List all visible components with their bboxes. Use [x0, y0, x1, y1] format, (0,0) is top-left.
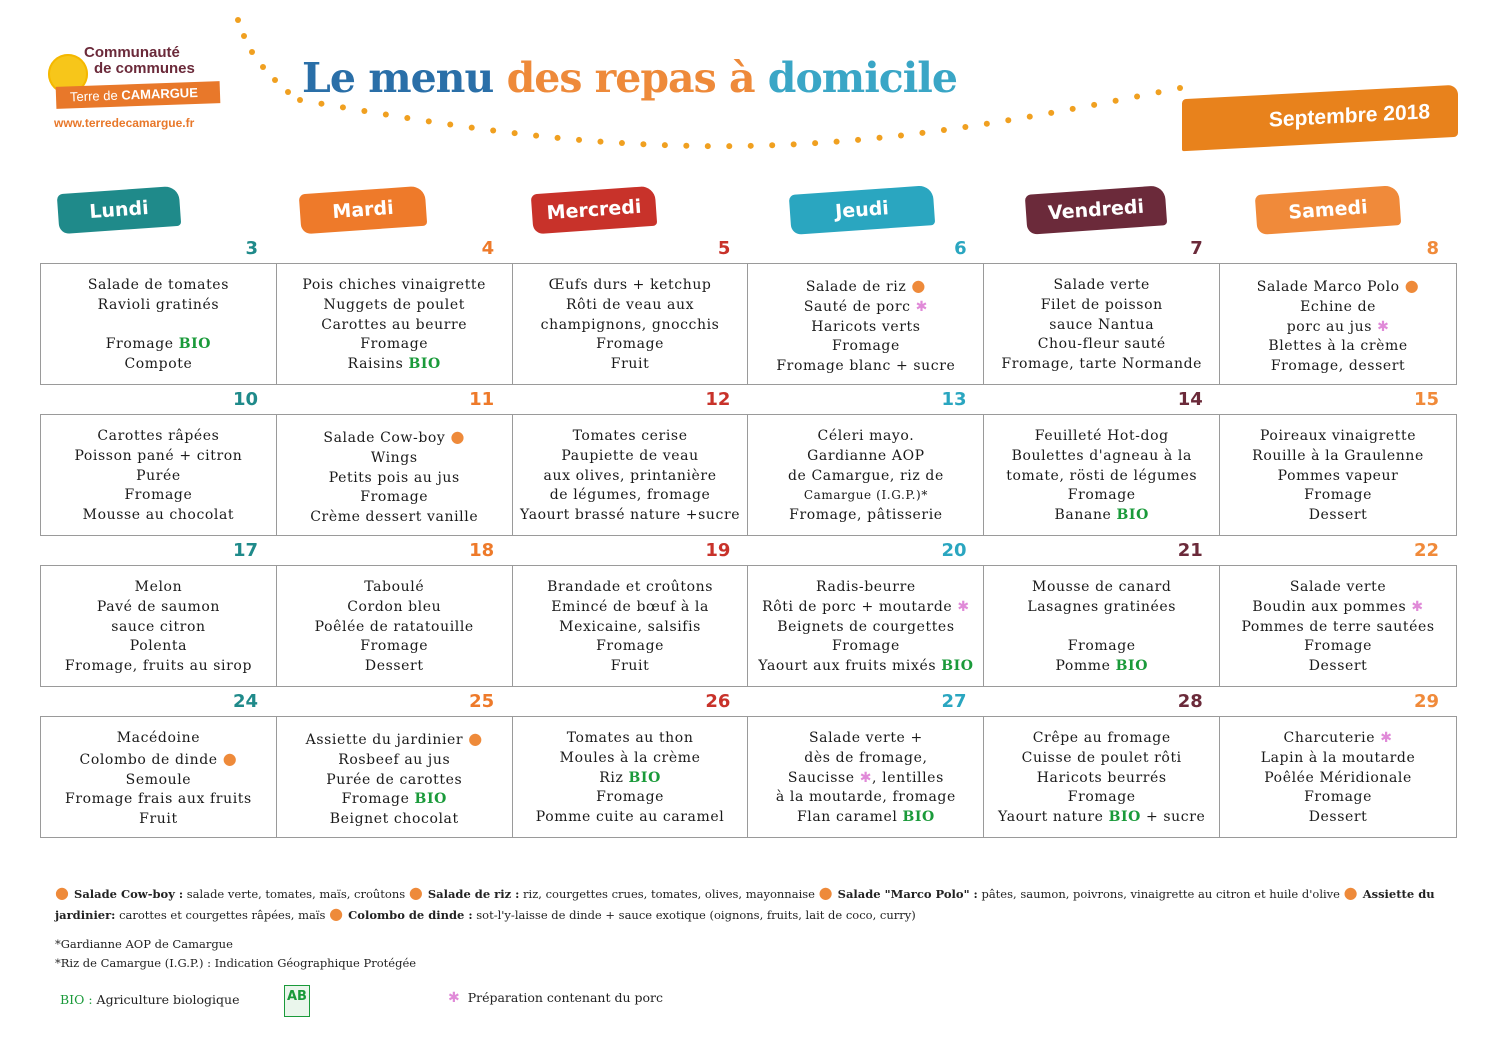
menu-cell-mardi — [277, 264, 513, 384]
date-number: 26 — [705, 691, 731, 712]
menu-line: à la moutarde, fromage — [775, 789, 956, 806]
menu-line: Semoule — [125, 771, 192, 788]
menu-cell-samedi — [1220, 264, 1456, 384]
menu-line: Haricots beurrés — [1036, 769, 1167, 786]
menu-line: tomate, rösti de légumes — [1006, 467, 1198, 484]
note-recipe-name: Salade de riz : — [427, 887, 520, 901]
menu-line: Fromage — [360, 336, 429, 353]
date-number: 19 — [705, 540, 731, 561]
note-recipe-text: riz, courgettes crues, tomates, olives, mayonnaise — [519, 887, 819, 901]
menu-line: Fromage — [831, 338, 900, 355]
menu-line: Haricots verts — [811, 318, 921, 335]
ab-logo-icon: AB — [284, 985, 310, 1017]
bio-badge: BIO — [628, 769, 661, 786]
menu-line: Carottes au beurre — [321, 316, 468, 333]
week-row — [40, 414, 1457, 536]
menu-cell-mardi — [277, 415, 513, 535]
menu-line: Feuilleté Hot-dog — [1034, 428, 1169, 444]
logo-url[interactable]: www.terredecamargue.fr — [54, 116, 195, 130]
riz-note: *Riz de Camargue (I.G.P.) : Indication Géographique Protégée — [55, 956, 417, 970]
bio-badge: BIO — [902, 809, 935, 826]
gardianne-note: *Gardianne AOP de Camargue — [55, 937, 233, 951]
day-header-mardi: Mardi — [299, 186, 427, 235]
menu-line: Dessert — [1308, 658, 1368, 675]
date-row — [40, 236, 1457, 263]
date-number: 24 — [232, 691, 258, 712]
menu-line: Sauté de porc ✱ — [803, 298, 928, 315]
date-number: 15 — [1413, 389, 1439, 410]
recipe-dot-icon: ● — [329, 904, 349, 923]
logo-band-prefix: Terre de — [69, 87, 118, 105]
menu-line: Fromage BIO — [341, 791, 447, 808]
date-number: 6 — [954, 238, 967, 259]
note-recipe-text: salade verte, tomates, maïs, croûtons — [183, 887, 409, 901]
note-recipe-text: sot-l'y-laisse de dinde + sauce exotique (oignons, fruits, lait de coco, curry) — [472, 908, 916, 922]
menu-line: Brandade et croûtons — [547, 579, 714, 595]
menu-line: Fromage — [1304, 638, 1372, 655]
menu-line: Fromage — [1304, 487, 1372, 504]
menu-line: sauce citron — [111, 618, 206, 635]
pork-star-icon: ✱ — [915, 298, 928, 315]
date-number: 13 — [941, 389, 967, 410]
title-part3: domicile — [767, 54, 957, 102]
recipe-dot-icon: ● — [450, 427, 466, 446]
menu-line — [41, 316, 276, 336]
menu-line: Lapin à la moutarde — [1260, 749, 1416, 766]
menu-line: Salade verte — [1053, 277, 1150, 293]
menu-line — [984, 618, 1219, 638]
menu-line: Mousse au chocolat — [82, 507, 235, 524]
menu-line: Fromage — [360, 638, 429, 655]
menu-cell-samedi — [1220, 566, 1456, 686]
menu-cell-vendredi — [984, 717, 1220, 837]
week-row — [40, 716, 1457, 838]
menu-line: Fromage — [596, 336, 665, 353]
menu-line: Wings — [370, 449, 418, 466]
menu-line: Pommes vapeur — [1277, 467, 1399, 484]
menu-line: Chou-fleur sauté — [1037, 336, 1166, 353]
menu-line: Blettes à la crème — [1268, 338, 1408, 355]
bio-legend-label: BIO : — [60, 992, 93, 1007]
recipe-notes — [55, 883, 1435, 925]
menu-line: Poêlée Méridionale — [1264, 769, 1412, 786]
menu-line: Fromage — [360, 489, 429, 506]
menu-line: Carottes râpées — [97, 428, 220, 444]
menu-line: Pomme cuite au caramel — [535, 809, 725, 826]
date-number: 4 — [481, 238, 495, 259]
menu-line: sauce Nantua — [1049, 316, 1155, 333]
menu-line: Gardianne AOP — [807, 447, 925, 464]
menu-cell-samedi — [1220, 717, 1456, 837]
menu-line: Taboulé — [364, 579, 425, 595]
recipe-dot-icon: ● — [55, 883, 75, 902]
menu-line: Fromage — [124, 487, 193, 504]
small-text: Camargue (I.G.P.)* — [803, 488, 928, 503]
menu-line: Tomates cerise — [572, 428, 688, 444]
menu-line: Pommes de terre sautées — [1241, 618, 1435, 635]
date-number: 29 — [1413, 691, 1439, 712]
date-number: 11 — [469, 389, 495, 410]
pork-star-icon: ✱ — [1380, 730, 1393, 746]
menu-line: Yaourt nature BIO + sucre — [998, 809, 1206, 826]
logo-band-name: CAMARGUE — [121, 84, 199, 103]
title-part2: des repas à — [506, 54, 755, 102]
recipe-dot-icon: ● — [468, 729, 483, 748]
menu-cell-lundi — [41, 415, 277, 535]
date-number: 28 — [1177, 691, 1203, 712]
menu-cell-jeudi — [748, 717, 984, 837]
note-recipe-name: Salade Cow-boy : — [74, 887, 184, 901]
menu-line: dès de fromage, — [804, 749, 928, 766]
menu-line: Salade de tomates — [87, 277, 229, 293]
menu-line: Fromage, fruits au sirop — [64, 658, 253, 675]
menu-cell-jeudi — [748, 415, 984, 535]
menu-line: Fruit — [610, 658, 650, 675]
menu-line: Melon — [134, 579, 183, 595]
menu-line: Tomates au thon — [566, 730, 694, 746]
menu-line: Rouille à la Graulenne — [1252, 447, 1424, 464]
day-header-lundi: Lundi — [57, 186, 181, 234]
menu-line: Polenta — [129, 638, 188, 655]
recipe-dot-icon: ● — [408, 883, 428, 902]
date-number: 21 — [1177, 540, 1203, 561]
logo-line2: de communes — [94, 60, 195, 77]
menu-line: Compote — [124, 356, 193, 373]
date-number: 12 — [705, 389, 731, 410]
menu-line: Pois chiches vinaigrette — [302, 277, 487, 293]
menu-cell-mercredi — [513, 717, 749, 837]
menu-line: Fromage, dessert — [1270, 358, 1406, 375]
menu-line: Rôti de porc + moutarde ✱ — [762, 598, 970, 615]
menu-line: Salade verte — [1289, 579, 1387, 595]
pork-legend-text: Préparation contenant du porc — [467, 990, 663, 1005]
menu-line: Fromage frais aux fruits — [65, 791, 252, 808]
menu-line: Œufs durs + ketchup — [548, 277, 712, 293]
page-title — [302, 54, 957, 102]
note-recipe-text: carottes et courgettes râpées, maïs — [115, 908, 330, 922]
menu-line: Fromage, pâtisserie — [789, 507, 943, 524]
menu-line: Beignets de courgettes — [777, 618, 955, 635]
menu-line: Ravioli gratinés — [97, 296, 220, 313]
week-row — [40, 565, 1457, 687]
date-number: 25 — [469, 691, 495, 712]
date-row — [40, 689, 1457, 716]
menu-line: Fruit — [139, 811, 178, 828]
menu-cell-jeudi — [748, 264, 984, 384]
menu-line: Purée — [136, 467, 181, 484]
bio-badge: BIO — [1116, 507, 1149, 524]
menu-line: Rôti de veau aux — [566, 296, 695, 313]
recipe-dot-icon: ● — [818, 883, 838, 902]
menu-line: Fromage — [596, 789, 665, 806]
recipe-dot-icon: ● — [222, 748, 238, 768]
menu-line: Flan caramel BIO — [796, 809, 935, 826]
title-part1: Le menu — [302, 54, 494, 102]
menu-line: Poisson pané + citron — [74, 447, 243, 464]
bio-badge: BIO — [414, 791, 447, 808]
menu-line: Fromage — [1067, 789, 1136, 806]
menu-line: Charcuterie ✱ — [1283, 730, 1393, 746]
menu-line: Assiette du jardinier ● — [305, 729, 483, 748]
bio-legend-text: Agriculture biologique — [92, 992, 240, 1007]
pork-star-icon: ✱ — [1411, 598, 1424, 615]
date-number: 3 — [245, 238, 258, 259]
menu-cell-vendredi — [984, 566, 1220, 686]
community-logo — [44, 40, 229, 135]
bio-badge: BIO — [1115, 658, 1148, 675]
date-number: 7 — [1190, 238, 1203, 259]
menu-line: Radis-beurre — [816, 579, 916, 595]
menu-line: Cuisse de poulet rôti — [1021, 749, 1182, 766]
recipe-dot-icon: ● — [911, 276, 926, 295]
note-recipe-text: pâtes, saumon, poivrons, vinaigrette au citron et huile d'olive — [977, 887, 1344, 901]
menu-line: Banane BIO — [1054, 507, 1149, 524]
date-number: 20 — [941, 540, 967, 561]
menu-line: Moules à la crème — [559, 749, 701, 766]
menu-line: Salade de riz ● — [805, 276, 926, 295]
menu-line: Salade Marco Polo ● — [1256, 276, 1420, 295]
day-header-vendredi: Vendredi — [1025, 185, 1167, 235]
menu-line: Salade Cow-boy ● — [323, 427, 466, 446]
bio-badge: BIO — [408, 356, 441, 373]
recipe-dot-icon: ● — [1404, 276, 1420, 295]
menu-cell-samedi — [1220, 415, 1456, 535]
menu-line: Raisins BIO — [347, 356, 441, 373]
pork-star-icon: ✱ — [957, 598, 970, 615]
menu-cell-mardi — [277, 717, 513, 837]
menu-line: Dessert — [364, 658, 424, 675]
note-recipe-name: Salade "Marco Polo" : — [837, 887, 978, 901]
date-number: 18 — [469, 540, 495, 561]
menu-line: Lasagnes gratinées — [1027, 598, 1177, 615]
menu-cell-vendredi — [984, 415, 1220, 535]
menu-line: Crème dessert vanille — [310, 509, 479, 526]
menu-line: Dessert — [1308, 507, 1368, 524]
menu-line: Saucisse ✱, lentilles — [787, 769, 944, 786]
menu-line: Beignet chocolat — [329, 811, 459, 828]
date-row — [40, 387, 1457, 414]
menu-cell-lundi — [41, 717, 277, 837]
menu-cell-vendredi — [984, 264, 1220, 384]
menu-cell-mercredi — [513, 264, 749, 384]
note-recipe-name: Assiette du jardinier: — [55, 887, 1435, 922]
menu-cell-lundi — [41, 566, 277, 686]
recipe-dot-icon: ● — [1343, 883, 1363, 902]
menu-line: Mousse de canard — [1032, 579, 1172, 595]
menu-cell-jeudi — [748, 566, 984, 686]
menu-line: de Camargue, riz de — [787, 467, 944, 484]
menu-line: Poireaux vinaigrette — [1259, 428, 1417, 444]
day-header-samedi: Samedi — [1255, 185, 1401, 235]
pork-star-icon: ✱ — [1377, 318, 1390, 335]
menu-line: Fromage, tarte Normande — [1001, 356, 1203, 373]
menu-line: Crêpe au fromage — [1032, 730, 1171, 746]
menu-line: Fromage — [596, 638, 665, 655]
menu-cell-mercredi — [513, 566, 749, 686]
menu-cell-lundi — [41, 264, 277, 384]
menu-line: Paupiette de veau — [561, 447, 699, 464]
menu-line: Nuggets de poulet — [323, 296, 465, 313]
menu-line: Boudin aux pommes ✱ — [1252, 598, 1424, 615]
menu-line: Dessert — [1308, 809, 1368, 826]
menu-line: Echine de — [1300, 298, 1377, 315]
menu-line: Fromage — [1304, 789, 1372, 806]
menu-line: Colombo de dinde ● — [79, 748, 238, 768]
pork-star-icon: ✱ — [859, 769, 873, 786]
menu-line: Yaourt aux fruits mixés BIO — [758, 658, 974, 675]
menu-line: Mexicaine, salsifis — [559, 618, 701, 635]
note-recipe-name: Colombo de dinde : — [348, 908, 473, 922]
menu-line: Cordon bleu — [347, 598, 442, 615]
date-number: 14 — [1177, 389, 1203, 410]
week-row — [40, 263, 1457, 385]
menu-line: champignons, gnocchis — [540, 316, 720, 333]
date-number: 27 — [941, 691, 967, 712]
menu-line: Pomme BIO — [1055, 658, 1148, 675]
menu-line: Purée de carottes — [326, 771, 463, 788]
date-number: 22 — [1413, 540, 1439, 561]
menu-line: porc au jus ✱ — [1286, 318, 1390, 335]
menu-line: Yaourt brassé nature +sucre — [519, 507, 741, 524]
menu-line: Macédoine — [116, 730, 201, 746]
menu-line: Emincé de bœuf à la — [551, 598, 709, 615]
day-header-jeudi: Jeudi — [789, 185, 935, 235]
menu-line: Filet de poisson — [1040, 296, 1163, 313]
pork-star-icon: ✱ — [448, 990, 460, 1006]
bio-badge: BIO — [1108, 809, 1141, 826]
menu-line: de légumes, fromage — [549, 487, 711, 504]
menu-line: Pavé de saumon — [96, 598, 220, 615]
menu-line: Fromage — [831, 638, 900, 655]
pork-legend — [448, 990, 663, 1006]
menu-line: Riz BIO — [599, 769, 661, 786]
menu-line: Fromage — [1067, 487, 1136, 504]
menu-cell-mercredi — [513, 415, 749, 535]
menu-line: Petits pois au jus — [328, 469, 460, 486]
menu-line — [748, 486, 983, 506]
menu-line: Boulettes d'agneau à la — [1011, 447, 1192, 464]
menu-grid — [40, 236, 1457, 838]
date-number: 10 — [232, 389, 258, 410]
menu-line: aux olives, printanière — [543, 467, 717, 484]
date-row — [40, 538, 1457, 565]
date-number: 8 — [1426, 238, 1439, 259]
menu-line: Fruit — [610, 356, 650, 373]
menu-cell-mardi — [277, 566, 513, 686]
menu-line: Fromage blanc + sucre — [776, 358, 956, 375]
bio-badge: BIO — [178, 336, 212, 353]
menu-line: Poêlée de ratatouille — [314, 618, 474, 635]
logo-line1: Communauté — [84, 44, 180, 61]
menu-line: Salade verte + — [808, 730, 923, 746]
menu-line: Fromage BIO — [105, 336, 212, 353]
month-badge: Septembre 2018 — [1182, 85, 1458, 151]
date-number: 5 — [717, 238, 731, 259]
menu-line: Fromage — [1067, 638, 1136, 655]
date-number: 17 — [232, 540, 258, 561]
logo-band — [56, 81, 221, 109]
day-header-mercredi: Mercredi — [531, 186, 657, 235]
bio-badge: BIO — [941, 658, 974, 675]
menu-line: Céleri mayo. — [817, 428, 915, 444]
bio-legend — [60, 992, 240, 1007]
menu-line: Rosbeef au jus — [338, 751, 451, 768]
